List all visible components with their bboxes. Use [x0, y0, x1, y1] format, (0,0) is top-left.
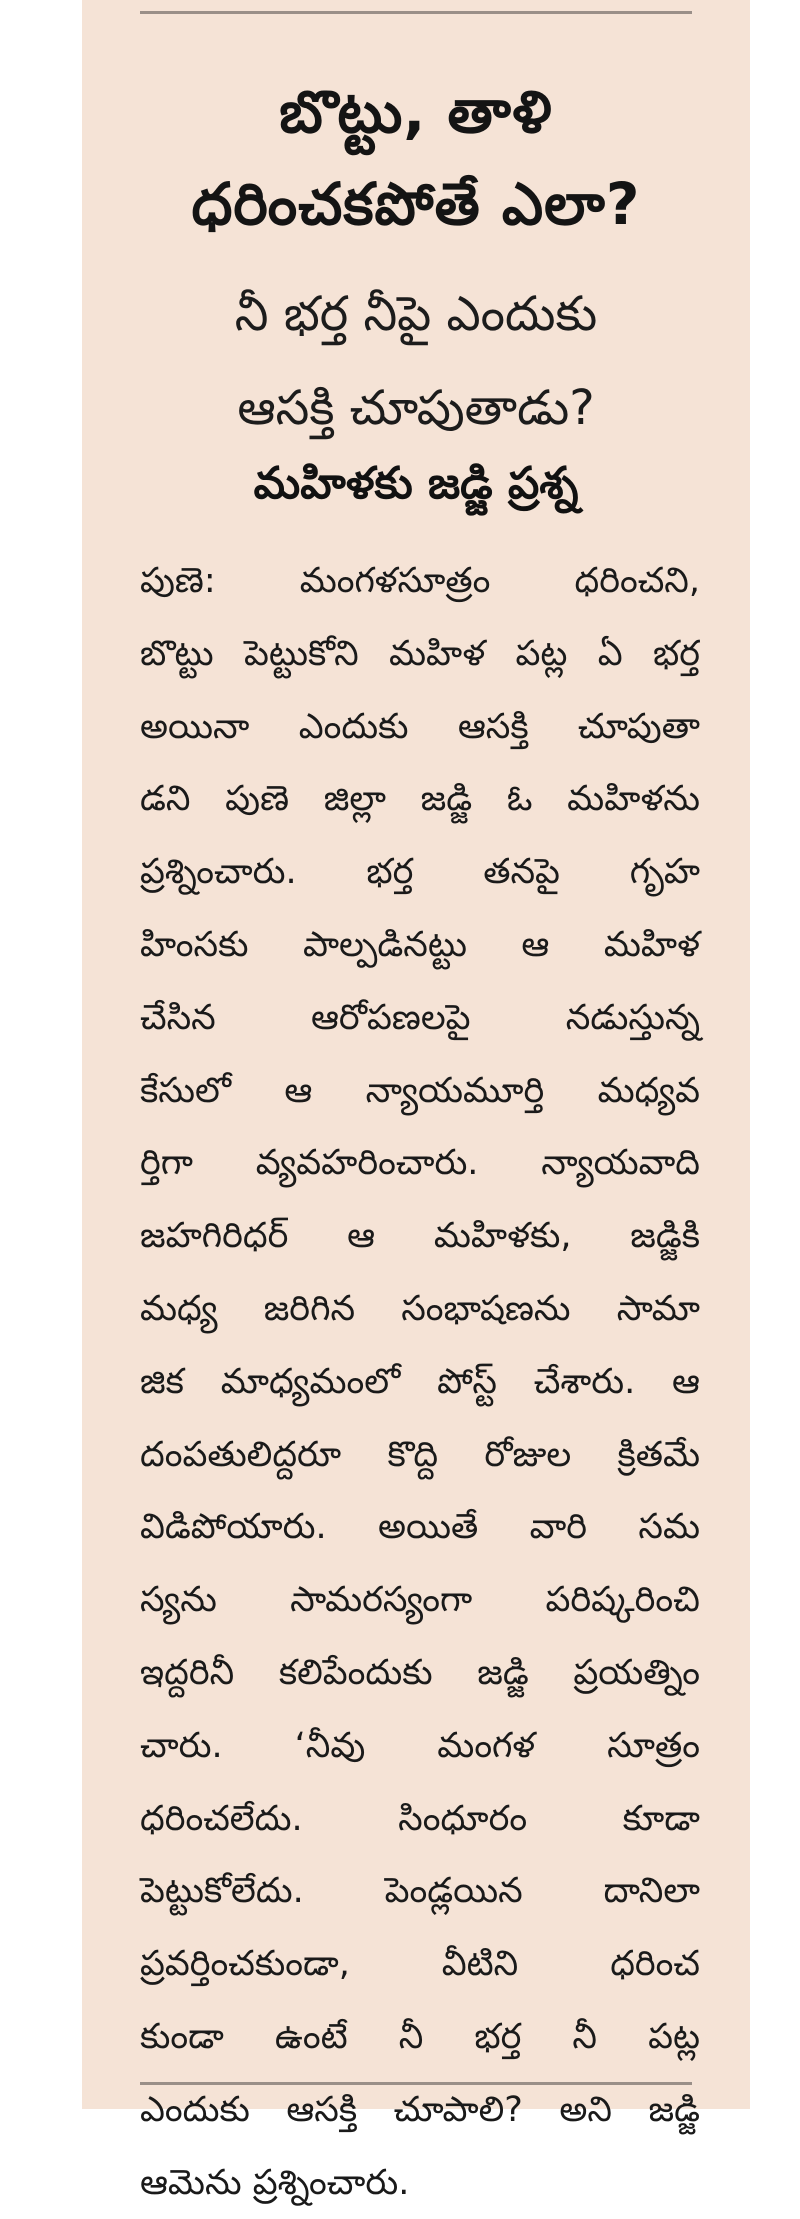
- newspaper-clipping: [82, 0, 750, 2203]
- subheadline: [82, 267, 750, 455]
- subheadline-line: ఆసక్తి చూపుతాడు?: [237, 380, 595, 436]
- body-line: అయినా ఎందుకు ఆసక్తి చూపుతా: [140, 706, 700, 747]
- body-line: చారు. ‘నీవు మంగళ సూత్రం: [140, 1725, 700, 1766]
- body-line: పుణె: మంగళసూత్రం ధరించని,: [140, 561, 700, 601]
- article-body: [140, 545, 700, 2219]
- body-line: బొట్టు పెట్టుకోని మహిళ పట్ల ఏ భర్త: [140, 633, 700, 674]
- body-line: ర్తిగా వ్యవహరించారు. న్యాయవాది: [140, 1143, 700, 1184]
- body-line: హింసకు పాల్పడినట్టు ఆ మహిళ: [140, 924, 700, 965]
- body-line: పెట్టుకోలేదు. పెండ్లయిన దానిలా: [140, 1871, 700, 1912]
- body-line: ఎందుకు ఆసక్తి చూపాలి? అని జడ్జి: [140, 2089, 700, 2130]
- kicker-line: మహిళకు జడ్జి ప్రశ్న: [253, 458, 579, 509]
- body-line: ప్రవర్తించకుండా, వీటిని ధరించ: [140, 1944, 700, 1985]
- body-line: మధ్య జరిగిన సంభాషణను సామా: [140, 1288, 700, 1329]
- body-line: స్యను సామరస్యంగా పరిష్కరించి: [140, 1580, 700, 1621]
- body-line: ఆమెను ప్రశ్నించారు.: [140, 2162, 410, 2203]
- body-line: జిక మాధ్యమంలో పోస్ట్ చేశారు. ఆ: [140, 1361, 700, 1402]
- headline-line: బొట్టు, తాళి: [279, 78, 553, 146]
- body-line: జహగిరిధర్ ఆ మహిళకు, జడ్జికి: [140, 1216, 700, 1257]
- bottom-rule: [140, 2082, 692, 2085]
- body-line: దంపతులిద్దరూ కొద్ది రోజుల క్రితమే: [140, 1434, 700, 1475]
- top-rule: [140, 11, 692, 14]
- headline: [82, 66, 750, 250]
- body-line: చేసిన ఆరోపణలపై నడుస్తున్న: [140, 997, 700, 1038]
- body-line: డని పుణె జిల్లా జడ్జి ఓ మహిళను: [140, 779, 700, 820]
- subheadline-line: నీ భర్త నీపై ఎందుకు: [234, 286, 598, 342]
- headline-line: ధరించకపోతే ఎలా?: [191, 170, 641, 238]
- body-line: కుండా ఉంటే నీ భర్త నీ పట్ల: [140, 2016, 700, 2057]
- body-line: ధరించలేదు. సింధూరం కూడా: [140, 1798, 700, 1839]
- body-line: ప్రశ్నించారు. భర్త తనపై గృహ: [140, 852, 700, 893]
- body-line: విడిపోయారు. అయితే వారి సమ: [140, 1507, 700, 1548]
- body-line: కేసులో ఆ న్యాయమూర్తి మధ్యవ: [140, 1070, 700, 1111]
- body-line: ఇద్దరినీ కలిపేందుకు జడ్జి ప్రయత్నిం: [140, 1652, 700, 1693]
